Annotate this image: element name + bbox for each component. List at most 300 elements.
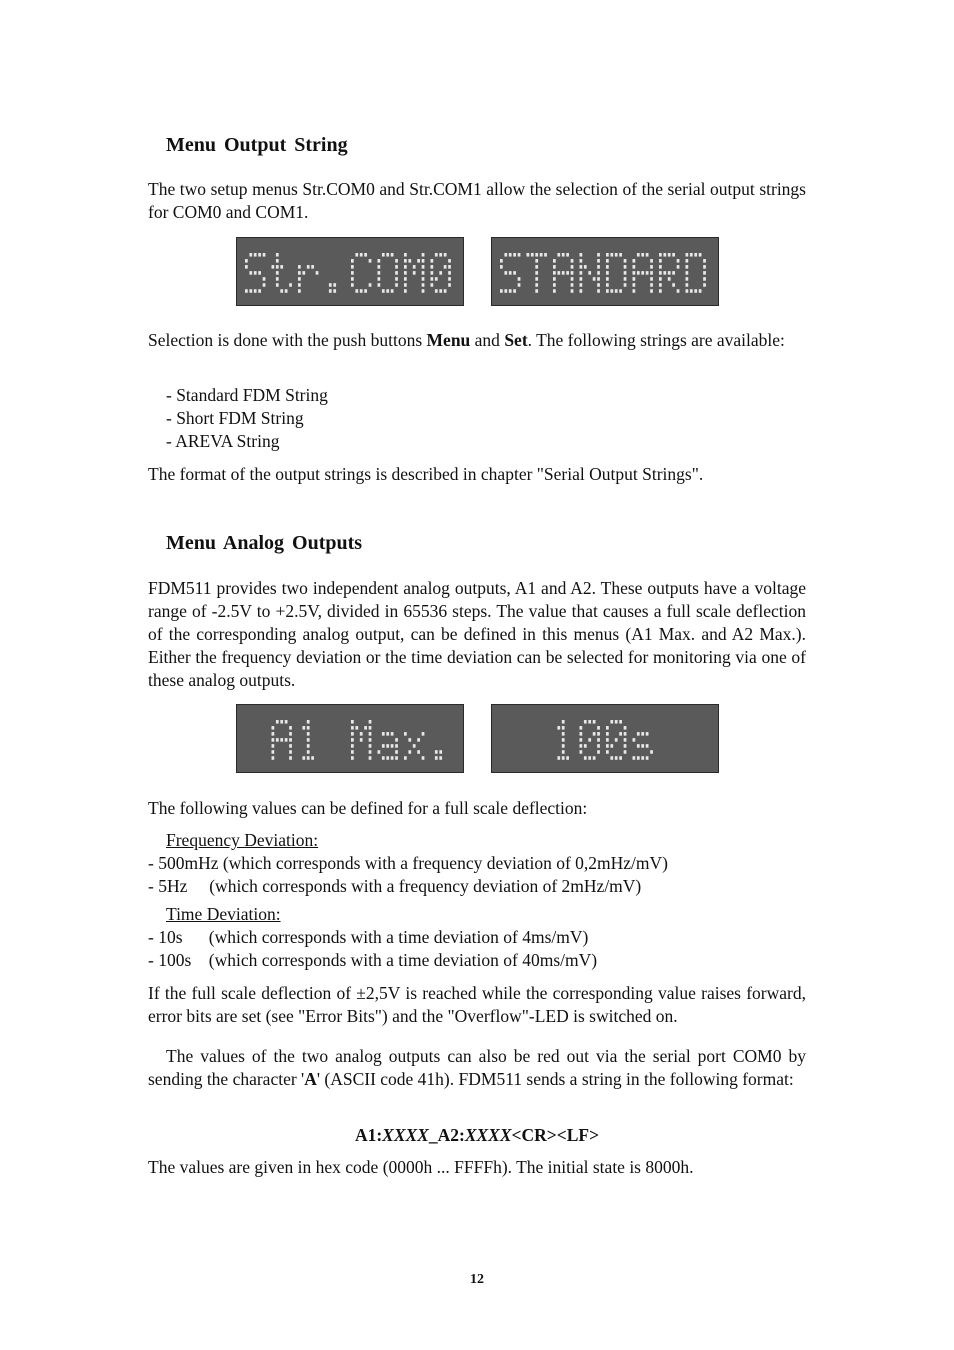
lcd-dot xyxy=(624,283,627,287)
lcd-dot xyxy=(307,720,310,724)
lcd-dot xyxy=(694,253,697,257)
lcd-dot xyxy=(619,289,622,293)
lcd-dot xyxy=(659,277,662,281)
lcd-dot xyxy=(544,253,547,257)
lcd-text xyxy=(244,249,456,295)
lcd-dot xyxy=(369,756,372,760)
lcd-dot xyxy=(404,271,407,275)
lcd-dot xyxy=(316,271,319,275)
list-item: - 500mHz (which corresponds with a frequency deviation of 0,2mHz/mV) xyxy=(148,853,668,873)
lcd-dot xyxy=(351,738,354,742)
lcd-dot xyxy=(382,756,385,760)
lcd-dot xyxy=(633,756,636,760)
lcd-dot xyxy=(369,732,372,736)
lcd-display-a1-max xyxy=(236,704,464,773)
lcd-dot xyxy=(272,738,275,742)
lcd-dot xyxy=(606,283,609,287)
lcd-dot xyxy=(562,744,565,748)
lcd-dot xyxy=(254,289,257,293)
lcd-dot xyxy=(249,271,252,275)
lcd-dot xyxy=(527,253,530,257)
lcd-dot xyxy=(562,726,565,730)
lcd-dot xyxy=(289,744,292,748)
lcd-dot xyxy=(369,750,372,754)
lcd-dot xyxy=(249,289,252,293)
lcd-dot xyxy=(254,253,257,257)
lcd-dot xyxy=(298,283,301,287)
lcd-dot xyxy=(557,756,560,760)
lcd-dot xyxy=(637,732,640,736)
lcd-dot xyxy=(439,289,442,293)
lcd-dot xyxy=(690,289,693,293)
lcd-dot xyxy=(535,283,538,287)
lcd-dot xyxy=(254,271,257,275)
lcd-dot xyxy=(360,732,363,736)
lcd-dot xyxy=(280,265,283,269)
lcd-dot xyxy=(417,259,420,263)
lcd-dot xyxy=(646,271,649,275)
lcd-dot xyxy=(249,253,252,257)
lcd-dot xyxy=(422,283,425,287)
lcd-dot xyxy=(298,265,301,269)
lcd-dot xyxy=(619,720,622,724)
lcd-dot xyxy=(448,271,451,275)
text: <CR><LF> xyxy=(511,1125,600,1145)
lcd-dot xyxy=(703,265,706,269)
lcd-dot xyxy=(686,277,689,281)
lcd-dot xyxy=(311,265,314,269)
lcd-dot xyxy=(650,283,653,287)
lcd-dot xyxy=(553,277,556,281)
lcd-dot xyxy=(606,259,609,263)
lcd-dot xyxy=(641,744,644,748)
lcd-dot xyxy=(566,756,569,760)
lcd-dot xyxy=(535,259,538,263)
lcd-dot xyxy=(637,744,640,748)
lcd-dot xyxy=(289,756,292,760)
lcd-dot xyxy=(615,738,618,742)
lcd-dot xyxy=(395,271,398,275)
lcd-dot xyxy=(606,253,609,257)
lcd-dot xyxy=(650,259,653,263)
lcd-dot xyxy=(650,750,653,754)
lcd-dot xyxy=(258,271,261,275)
lcd-dot xyxy=(289,738,292,742)
lcd-dot xyxy=(272,732,275,736)
lcd-dot xyxy=(263,277,266,281)
lcd-dot xyxy=(624,750,627,754)
lcd-dot xyxy=(404,253,407,257)
lcd-dot xyxy=(518,283,521,287)
lcd-dot xyxy=(504,271,507,275)
lcd-dot xyxy=(404,283,407,287)
lcd-dot xyxy=(285,289,288,293)
lcd-dot xyxy=(615,756,618,760)
lcd-dot xyxy=(289,732,292,736)
lcd-dot xyxy=(386,253,389,257)
lcd-dot xyxy=(500,265,503,269)
list-item: - Standard FDM String xyxy=(166,385,328,405)
lcd-dot xyxy=(395,750,398,754)
lcd-dot xyxy=(378,271,381,275)
placeholder-xxxx: XXXX xyxy=(464,1125,512,1145)
lcd-dot xyxy=(624,259,627,263)
lcd-dot xyxy=(588,738,591,742)
lcd-dot xyxy=(633,271,636,275)
lcd-dot xyxy=(422,756,425,760)
lcd-dot xyxy=(593,277,596,281)
lcd-text xyxy=(499,249,711,295)
lcd-dot xyxy=(571,289,574,293)
lcd-dot xyxy=(633,259,636,263)
lcd-dot xyxy=(535,277,538,281)
lcd-dot xyxy=(580,732,583,736)
lcd-dot xyxy=(553,265,556,269)
lcd-dot xyxy=(584,744,587,748)
values-intro: The following values can be defined for a full scale deflection: xyxy=(148,798,588,818)
lcd-dot xyxy=(580,259,583,263)
lcd-dot xyxy=(364,726,367,730)
output-string-intro: The two setup menus Str.COM0 and Str.COM1 allow the selection of the serial output strings for COM0 and COM1. xyxy=(148,179,806,222)
lcd-dot xyxy=(413,265,416,269)
text: . The following strings are available: xyxy=(527,330,785,350)
lcd-display-str-com0 xyxy=(236,237,464,306)
lcd-dot xyxy=(413,271,416,275)
lcd-dot xyxy=(280,289,283,293)
lcd-dot xyxy=(351,744,354,748)
lcd-dot xyxy=(378,259,381,263)
lcd-dot xyxy=(535,271,538,275)
lcd-dot xyxy=(610,756,613,760)
text: A1: xyxy=(354,1125,383,1145)
lcd-dot xyxy=(369,726,372,730)
lcd-dot xyxy=(597,744,600,748)
lcd-dot xyxy=(571,265,574,269)
lcd-dot xyxy=(690,253,693,257)
lcd-dot xyxy=(619,253,622,257)
lcd-dot xyxy=(276,271,279,275)
lcd-dot xyxy=(280,720,283,724)
lcd-dot xyxy=(391,744,394,748)
lcd-dot xyxy=(615,253,618,257)
lcd-dot xyxy=(580,750,583,754)
lcd-dot xyxy=(355,289,358,293)
lcd-dot xyxy=(513,253,516,257)
lcd-dot xyxy=(298,271,301,275)
lcd-dot xyxy=(435,289,438,293)
lcd-dot xyxy=(624,726,627,730)
lcd-dot xyxy=(597,750,600,754)
lcd-dot xyxy=(395,265,398,269)
lcd-dot xyxy=(686,259,689,263)
lcd-dot xyxy=(566,253,569,257)
lcd-dot xyxy=(333,283,336,287)
text: _A2: xyxy=(428,1125,465,1145)
lcd-dot xyxy=(276,283,279,287)
lcd-dot xyxy=(413,744,416,748)
overflow-note: If the full scale deflection of ±2,5V is reached while the corresponding value raises forward, error bits are set (see "Error Bits") and the "Overflow"-LED is switched on. xyxy=(148,983,806,1026)
lcd-dot xyxy=(272,750,275,754)
lcd-dot xyxy=(351,756,354,760)
lcd-dot xyxy=(668,271,671,275)
lcd-dot xyxy=(571,259,574,263)
lcd-dot xyxy=(659,259,662,263)
lcd-dot xyxy=(382,732,385,736)
lcd-dot xyxy=(395,756,398,760)
lcd-dot xyxy=(431,271,434,275)
lcd-dot xyxy=(584,756,587,760)
lcd-dot xyxy=(378,283,381,287)
lcd-dot xyxy=(703,259,706,263)
hex-note: The values are given in hex code (0000h ... FFFFh). The initial state is 8000h. xyxy=(148,1157,694,1177)
lcd-dot xyxy=(285,720,288,724)
lcd-dot xyxy=(382,253,385,257)
lcd-dot xyxy=(633,283,636,287)
lcd-dot xyxy=(448,259,451,263)
lcd-dot xyxy=(597,289,600,293)
lcd-dot xyxy=(431,283,434,287)
lcd-dot xyxy=(351,259,354,263)
lcd-dot xyxy=(448,277,451,281)
lcd-dot xyxy=(637,271,640,275)
lcd-dot xyxy=(562,253,565,257)
lcd-dot xyxy=(619,756,622,760)
lcd-dot xyxy=(615,289,618,293)
lcd-dot xyxy=(562,756,565,760)
lcd-dot xyxy=(422,253,425,257)
lcd-dot xyxy=(289,750,292,754)
lcd-dot xyxy=(431,277,434,281)
lcd-dot xyxy=(624,744,627,748)
lcd-dot xyxy=(404,756,407,760)
lcd-dot xyxy=(417,738,420,742)
lcd-dot xyxy=(677,259,680,263)
lcd-dot xyxy=(646,744,649,748)
lcd-dot xyxy=(272,726,275,730)
lcd-dot xyxy=(369,744,372,748)
lcd-dot xyxy=(597,732,600,736)
lcd-dot xyxy=(351,271,354,275)
lcd-dot xyxy=(624,271,627,275)
lcd-dot xyxy=(245,265,248,269)
lcd-display-standard xyxy=(491,237,719,306)
lcd-dot xyxy=(686,289,689,293)
lcd-dot xyxy=(597,738,600,742)
lcd-dot xyxy=(597,726,600,730)
lcd-dot xyxy=(624,738,627,742)
lcd-dot xyxy=(580,744,583,748)
lcd-dot xyxy=(610,289,613,293)
lcd-dot xyxy=(668,253,671,257)
lcd-dot xyxy=(422,265,425,269)
lcd-dot xyxy=(677,265,680,269)
lcd-dot xyxy=(562,750,565,754)
lcd-dot xyxy=(597,283,600,287)
lcd-dot xyxy=(571,283,574,287)
lcd-dot xyxy=(263,253,266,257)
lcd-dot xyxy=(703,271,706,275)
placeholder-xxxx: XXXX xyxy=(382,1125,429,1145)
lcd-dot xyxy=(633,277,636,281)
lcd-dot xyxy=(439,756,442,760)
lcd-dot xyxy=(500,259,503,263)
lcd-dot xyxy=(650,271,653,275)
lcd-dot xyxy=(298,289,301,293)
lcd-dot xyxy=(606,277,609,281)
lcd-dot xyxy=(518,277,521,281)
lcd-dot xyxy=(289,726,292,730)
section-heading-output-string: Menu Output String xyxy=(166,134,348,156)
lcd-dot xyxy=(606,289,609,293)
lcd-dot xyxy=(351,726,354,730)
lcd-dot xyxy=(624,265,627,269)
lcd-dot xyxy=(672,271,675,275)
lcd-dot xyxy=(431,259,434,263)
output-string-displays xyxy=(236,237,719,306)
lcd-dot xyxy=(360,253,363,257)
lcd-dot xyxy=(663,253,666,257)
lcd-dot xyxy=(422,259,425,263)
lcd-dot xyxy=(641,253,644,257)
lcd-dot xyxy=(509,253,512,257)
lcd-dot xyxy=(272,756,275,760)
lcd-dot xyxy=(307,265,310,269)
lcd-dot xyxy=(606,726,609,730)
lcd-dot xyxy=(378,265,381,269)
lcd-dot xyxy=(668,277,671,281)
lcd-dot xyxy=(553,283,556,287)
lcd-dot xyxy=(504,289,507,293)
lcd-dot xyxy=(504,253,507,257)
lcd-dot xyxy=(597,253,600,257)
lcd-dot xyxy=(580,253,583,257)
lcd-dot xyxy=(272,744,275,748)
lcd-dot xyxy=(509,271,512,275)
lcd-dot xyxy=(444,289,447,293)
lcd-dot xyxy=(672,283,675,287)
lcd-dot xyxy=(391,253,394,257)
analog-displays xyxy=(236,704,719,773)
string-list xyxy=(166,384,328,453)
lcd-dot xyxy=(672,253,675,257)
lcd-dot xyxy=(597,265,600,269)
lcd-dot xyxy=(311,756,314,760)
lcd-dot xyxy=(588,720,591,724)
lcd-dot xyxy=(686,253,689,257)
text: The values of the two analog outputs can also be red out via the serial port COM0 by sending the character ' xyxy=(148,1046,806,1089)
lcd-dot xyxy=(646,756,649,760)
lcd-dot xyxy=(535,265,538,269)
lcd-dot xyxy=(289,283,292,287)
lcd-dot xyxy=(699,289,702,293)
lcd-dot xyxy=(351,277,354,281)
lcd-dot xyxy=(659,283,662,287)
lcd-dot xyxy=(646,732,649,736)
lcd-dot xyxy=(580,271,583,275)
lcd-dot xyxy=(307,726,310,730)
lcd-dot xyxy=(245,289,248,293)
lcd-dot xyxy=(650,277,653,281)
lcd-dot xyxy=(571,277,574,281)
lcd-dot xyxy=(677,289,680,293)
lcd-dot xyxy=(404,259,407,263)
lcd-dot xyxy=(302,271,305,275)
lcd-dot xyxy=(641,732,644,736)
lcd-dot xyxy=(562,738,565,742)
lcd-dot xyxy=(435,253,438,257)
time-deviation-label: Time Deviation: xyxy=(166,904,281,924)
lcd-text xyxy=(244,716,456,762)
lcd-dot xyxy=(624,732,627,736)
lcd-dot xyxy=(593,756,596,760)
lcd-dot xyxy=(404,265,407,269)
lcd-dot xyxy=(302,726,305,730)
lcd-dot xyxy=(703,277,706,281)
lcd-dot xyxy=(562,720,565,724)
lcd-dot xyxy=(686,265,689,269)
list-item: - Short FDM String xyxy=(166,408,304,428)
lcd-dot xyxy=(694,289,697,293)
list-item: - 5Hz (which corresponds with a frequency deviation of 2mHz/mV) xyxy=(148,876,642,896)
lcd-dot xyxy=(439,271,442,275)
lcd-dot xyxy=(378,750,381,754)
lcd-dot xyxy=(408,259,411,263)
lcd-dot xyxy=(584,720,587,724)
lcd-dot xyxy=(307,738,310,742)
list-item: - 100s (which corresponds with a time deviation of 40ms/mV) xyxy=(148,950,598,970)
lcd-dot xyxy=(276,277,279,281)
lcd-dot xyxy=(562,271,565,275)
lcd-dot xyxy=(386,744,389,748)
lcd-dot xyxy=(258,253,261,257)
lcd-dot xyxy=(513,271,516,275)
lcd-dot xyxy=(391,732,394,736)
lcd-dot xyxy=(369,720,372,724)
lcd-dot xyxy=(444,265,447,269)
lcd-dot xyxy=(571,271,574,275)
lcd-dot xyxy=(509,289,512,293)
lcd-dot xyxy=(391,289,394,293)
lcd-dot xyxy=(584,265,587,269)
lcd-dot xyxy=(435,756,438,760)
ascii-char: A xyxy=(304,1069,317,1089)
lcd-dot xyxy=(535,253,538,257)
lcd-display-100s xyxy=(491,704,719,773)
lcd-dot xyxy=(650,265,653,269)
lcd-dot xyxy=(386,756,389,760)
lcd-dot xyxy=(562,732,565,736)
lcd-dot xyxy=(619,732,622,736)
lcd-dot xyxy=(382,289,385,293)
lcd-dot xyxy=(417,750,420,754)
lcd-dot xyxy=(659,265,662,269)
lcd-dot xyxy=(531,253,534,257)
lcd-dot xyxy=(263,283,266,287)
lcd-dot xyxy=(329,283,332,287)
lcd-dot xyxy=(245,259,248,263)
lcd-dot xyxy=(513,289,516,293)
lcd-dot xyxy=(404,732,407,736)
lcd-dot xyxy=(686,283,689,287)
lcd-dot xyxy=(369,738,372,742)
lcd-dot xyxy=(422,289,425,293)
lcd-dot xyxy=(686,271,689,275)
readout-paragraph xyxy=(148,1045,806,1091)
lcd-dot xyxy=(606,732,609,736)
lcd-dot xyxy=(553,271,556,275)
lcd-dot xyxy=(369,283,372,287)
lcd-dot xyxy=(351,720,354,724)
